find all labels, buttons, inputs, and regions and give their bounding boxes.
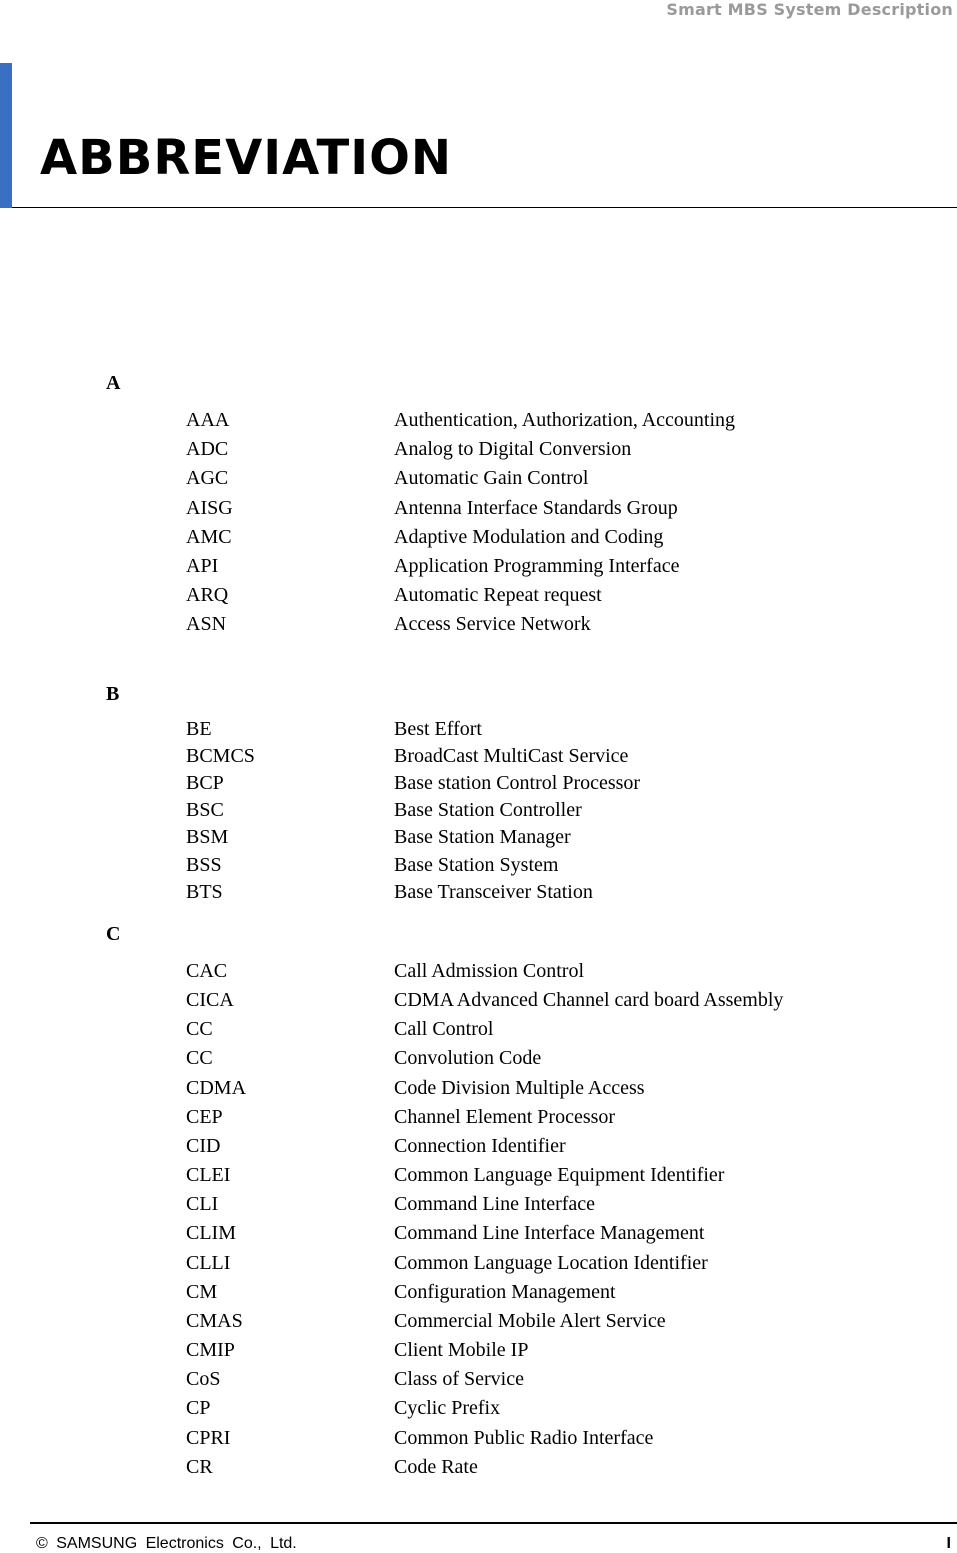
abbreviation-definition: Configuration Management (394, 1281, 616, 1303)
abbreviation-term: CC (186, 1047, 213, 1069)
abbreviation-definition: Common Language Equipment Identifier (394, 1164, 725, 1186)
abbreviation-definition: Connection Identifier (394, 1135, 566, 1157)
abbreviation-term: CLIM (186, 1222, 236, 1244)
title-divider (12, 207, 957, 208)
abbreviation-definition: Best Effort (394, 718, 482, 740)
abbreviation-definition: Antenna Interface Standards Group (394, 497, 678, 519)
abbreviation-term: CICA (186, 989, 234, 1011)
abbreviation-row (186, 796, 926, 824)
abbreviation-definition: Common Public Radio Interface (394, 1427, 654, 1449)
abbreviation-row (186, 1190, 926, 1218)
abbreviation-term: BTS (186, 881, 223, 903)
abbreviation-definition: Class of Service (394, 1368, 524, 1390)
abbreviation-row (186, 851, 926, 879)
abbreviation-definition: Convolution Code (394, 1047, 542, 1069)
abbreviation-definition: Base Station Controller (394, 799, 582, 821)
abbreviation-definition: Command Line Interface Management (394, 1222, 705, 1244)
abbreviation-row (186, 1015, 926, 1043)
abbreviation-term: BSS (186, 854, 222, 876)
abbreviation-term: CM (186, 1281, 218, 1303)
abbreviation-row (186, 1365, 926, 1393)
chapter-title: ABBREVIATION (40, 130, 453, 186)
abbreviation-term: AMC (186, 526, 232, 548)
abbreviation-row (186, 494, 926, 522)
abbreviation-term: CR (186, 1456, 213, 1478)
abbreviation-term: BE (186, 718, 212, 740)
abbreviation-row (186, 581, 926, 609)
abbreviation-term: CAC (186, 960, 228, 982)
abbreviation-term: CPRI (186, 1427, 231, 1449)
abbreviation-row (186, 1249, 926, 1277)
abbreviation-term: CLI (186, 1193, 219, 1215)
abbreviation-term: CMIP (186, 1339, 235, 1361)
abbreviation-term: BSC (186, 799, 224, 821)
abbreviation-definition: Code Rate (394, 1456, 478, 1478)
abbreviation-term: CP (186, 1397, 211, 1419)
abbreviation-row (186, 823, 926, 851)
abbreviation-row (186, 552, 926, 580)
abbreviation-term: ARQ (186, 584, 229, 606)
abbreviation-definition: Access Service Network (394, 613, 591, 635)
abbreviation-definition: Base Station System (394, 854, 559, 876)
abbreviation-definition: Client Mobile IP (394, 1339, 529, 1361)
chapter-accent-bar (0, 63, 12, 208)
abbreviation-row (186, 1044, 926, 1072)
abbreviation-row (186, 742, 926, 770)
abbreviation-term: CEP (186, 1106, 223, 1128)
abbreviation-row (186, 406, 926, 434)
abbreviation-term: ASN (186, 613, 227, 635)
abbreviation-term: API (186, 555, 219, 577)
abbreviation-definition: Commercial Mobile Alert Service (394, 1310, 666, 1332)
abbreviation-definition: Channel Element Processor (394, 1106, 616, 1128)
abbreviation-definition: Command Line Interface (394, 1193, 596, 1215)
abbreviation-definition: Authentication, Authorization, Accounting (394, 409, 736, 431)
abbreviation-term: CID (186, 1135, 221, 1157)
abbreviation-row (186, 1307, 926, 1335)
abbreviation-definition: Code Division Multiple Access (394, 1077, 645, 1099)
section-letter: B (106, 683, 120, 705)
abbreviation-definition: Call Admission Control (394, 960, 585, 982)
abbreviation-term: CoS (186, 1368, 221, 1390)
abbreviation-row (186, 1132, 926, 1160)
abbreviation-definition: Cyclic Prefix (394, 1397, 501, 1419)
abbreviation-term: CDMA (186, 1077, 247, 1099)
abbreviation-term: AGC (186, 467, 229, 489)
abbreviation-term: CLEI (186, 1164, 231, 1186)
abbreviation-row (186, 957, 926, 985)
abbreviation-term: CC (186, 1018, 213, 1040)
abbreviation-definition: CDMA Advanced Channel card board Assembly (394, 989, 784, 1011)
abbreviation-row (186, 464, 926, 492)
abbreviation-term: ADC (186, 438, 229, 460)
abbreviation-row (186, 435, 926, 463)
abbreviation-row (186, 1161, 926, 1189)
abbreviation-term: BCP (186, 772, 224, 794)
abbreviation-definition: Base Transceiver Station (394, 881, 593, 903)
abbreviation-row (186, 1336, 926, 1364)
abbreviation-definition: Automatic Repeat request (394, 584, 602, 606)
abbreviation-definition: Automatic Gain Control (394, 467, 589, 489)
abbreviation-row (186, 523, 926, 551)
abbreviation-row (186, 769, 926, 797)
abbreviation-row (186, 1424, 926, 1452)
section-letter: C (106, 923, 121, 945)
abbreviation-definition: Call Control (394, 1018, 494, 1040)
abbreviation-row (186, 1278, 926, 1306)
document-title-header: Smart MBS System Description (666, 0, 953, 19)
abbreviation-row (186, 1074, 926, 1102)
abbreviation-definition: Common Language Location Identifier (394, 1252, 708, 1274)
abbreviation-row (186, 1103, 926, 1131)
footer-copyright: © SAMSUNG Electronics Co., Ltd. (36, 1535, 297, 1552)
abbreviation-term: BCMCS (186, 745, 255, 767)
abbreviation-row (186, 1219, 926, 1247)
abbreviation-row (186, 1394, 926, 1422)
abbreviation-definition: Base station Control Processor (394, 772, 641, 794)
abbreviation-definition: BroadCast MultiCast Service (394, 745, 629, 767)
abbreviation-term: BSM (186, 826, 229, 848)
page-number: I (946, 1535, 951, 1552)
abbreviation-definition: Adaptive Modulation and Coding (394, 526, 664, 548)
abbreviation-term: AISG (186, 497, 233, 519)
abbreviation-row (186, 610, 926, 638)
abbreviation-row (186, 715, 926, 743)
abbreviation-row (186, 986, 926, 1014)
abbreviation-definition: Analog to Digital Conversion (394, 438, 632, 460)
abbreviation-definition: Application Programming Interface (394, 555, 680, 577)
section-letter: A (106, 372, 121, 394)
abbreviation-row (186, 1453, 926, 1481)
abbreviation-term: CMAS (186, 1310, 243, 1332)
footer-divider (30, 1522, 957, 1524)
abbreviation-term: CLLI (186, 1252, 231, 1274)
abbreviation-row (186, 878, 926, 906)
abbreviation-definition: Base Station Manager (394, 826, 571, 848)
abbreviation-term: AAA (186, 409, 230, 431)
